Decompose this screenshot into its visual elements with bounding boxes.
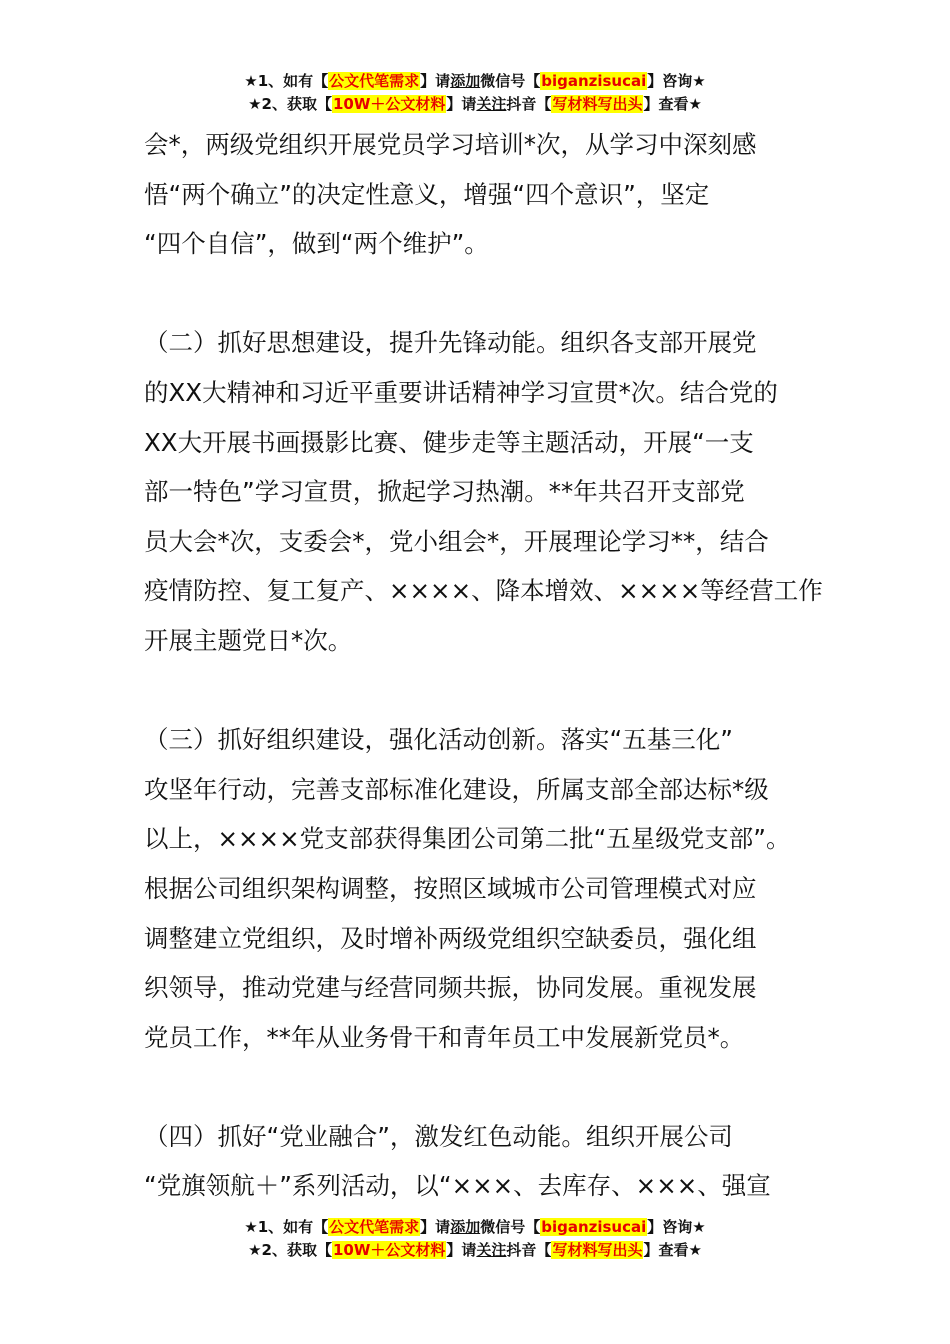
banner-text: 微信号【 [480,72,541,90]
highlight-materials: 10W＋公文材料 [332,1241,446,1259]
text-line: （三）抓好组织建设，强化活动创新。落实“五基三化” [144,725,733,755]
banner-text: ★2、获取【 [248,1241,332,1259]
highlight-douyin: 写材料写出头 [552,95,643,113]
text-line: “四个自信”，做到“两个维护”。 [144,229,489,259]
highlight-service: 公文代笔需求 [329,72,420,90]
banner-line-1 [0,70,950,93]
underlined-word: 关注 [476,1241,507,1259]
banner-text: 微信号【 [480,1218,541,1236]
banner-text: ★1、如有【 [244,72,329,90]
paragraph-ideological-building [144,318,824,665]
text-line: 织领导，推动党建与经营同频共振，协同发展。重视发展 [144,973,757,1003]
banner-text: ★1、如有【 [244,1218,329,1236]
text-line: XX大开展书画摄影比赛、健步走等主题活动，开展“一支 [144,427,754,457]
text-line: “党旗领航＋”系列活动，以“×××、去库存、×××、强宣 [144,1171,771,1201]
text-line: 会*，两级党组织开展党员学习培训*次，从学习中深刻感 [144,130,757,159]
highlight-materials: 10W＋公文材料 [332,95,446,113]
document-body [144,120,824,1211]
text-line: 员大会*次，支委会*，党小组会*，开展理论学习**，结合 [144,526,769,556]
banner-text: 】查看★ [643,95,702,113]
text-line: 调整建立党组织，及时增补两级党组织空缺委员，强化组 [144,923,757,953]
banner-text: 抖音【 [506,1241,552,1259]
underlined-word: 关注 [476,95,507,113]
text-line: （二）抓好思想建设，提升先锋动能。组织各支部开展党 [144,328,757,358]
banner-text: 】查看★ [643,1241,702,1259]
text-line: 部一特色”学习宣贯，掀起学习热潮。**年共召开支部党 [144,477,745,507]
banner-line-2 [0,93,950,116]
banner-line-2 [0,1239,950,1262]
banner-text: 】请 [420,72,451,90]
banner-text: 】咨询★ [647,72,706,90]
text-line: 疫情防控、复工复产、××××、降本增效、××××等经营工作 [144,576,823,606]
underlined-word: 添加 [450,1218,481,1236]
highlight-service: 公文代笔需求 [329,1218,420,1236]
footer-banner [0,1216,950,1262]
text-line: 以上，××××党支部获得集团公司第二批“五星级党支部”。 [144,824,791,854]
banner-text: 】咨询★ [647,1218,706,1236]
banner-text: 】请 [420,1218,451,1236]
highlight-wechat-id: biganzisucai [541,1218,647,1236]
text-line: 开展主题党日*次。 [144,625,353,655]
text-line: 攻坚年行动，完善支部标准化建设，所属支部全部达标*级 [144,774,769,804]
banner-text: 】请 [446,95,477,113]
banner-line-1 [0,1216,950,1239]
text-line: 党员工作，**年从业务骨干和青年员工中发展新党员*。 [144,1022,745,1052]
header-banner [0,70,950,116]
paragraph-party-business-integration [144,1112,824,1211]
text-line: （四）抓好“党业融合”，激发红色动能。组织开展公司 [144,1121,733,1151]
banner-text: 抖音【 [506,95,552,113]
highlight-wechat-id: biganzisucai [541,72,647,90]
underlined-word: 添加 [450,72,481,90]
banner-text: ★2、获取【 [248,95,332,113]
highlight-douyin: 写材料写出头 [552,1241,643,1259]
text-line: 的XX大精神和习近平重要讲话精神学习宣贯*次。结合党的 [144,377,778,407]
paragraph-organization-building [144,715,824,1062]
paragraph-continuation [144,120,824,269]
text-line: 根据公司组织架构调整，按照区域城市公司管理模式对应 [144,873,757,903]
text-line: 悟“两个确立”的决定性意义，增强“四个意识”，坚定 [144,179,710,209]
banner-text: 】请 [446,1241,477,1259]
